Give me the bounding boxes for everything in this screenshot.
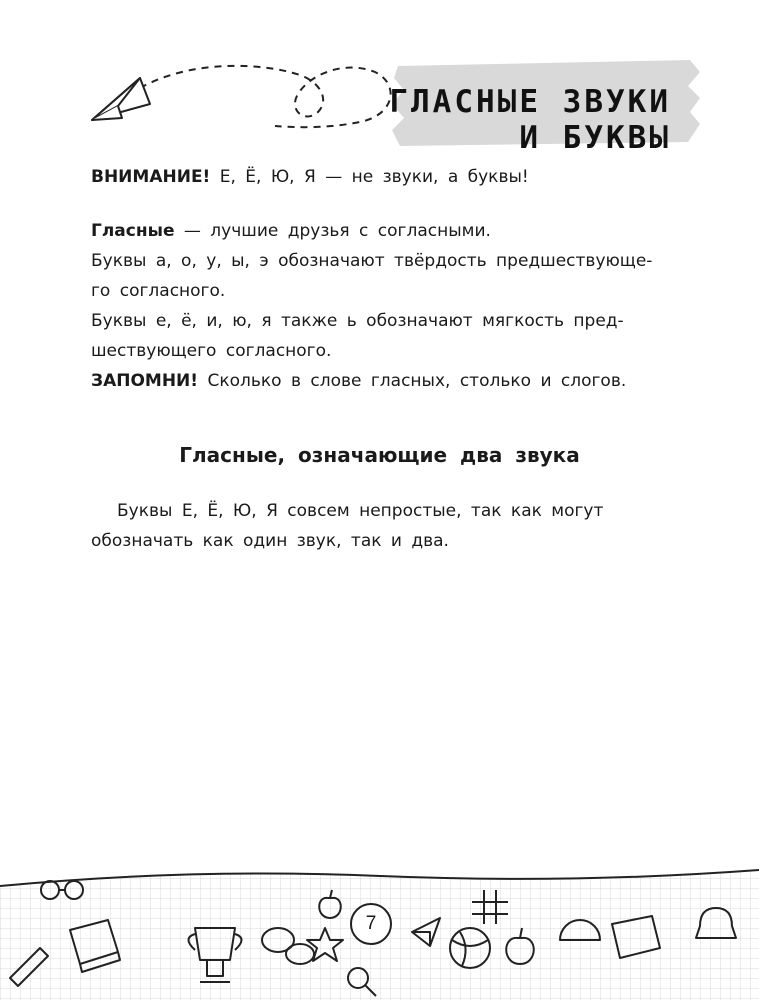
page-title-line-1: ГЛАСНЫЕ ЗВУКИ <box>389 84 671 120</box>
dashed-trail-icon <box>140 66 391 127</box>
vowels-line-5: шествующего согласного. <box>91 341 332 361</box>
vowels-line-4: Буквы е, ё, и, ю, я также ь обозначают мягкость пред- <box>91 311 624 331</box>
section-heading: Гласные, означающие два звука <box>179 443 580 467</box>
remember-text: Сколько в слове гласных, столько и слогов. <box>198 371 627 391</box>
attention-note <box>91 162 669 192</box>
section-paragraph-line-1: Буквы Е, Ё, Ю, Я совсем непростые, так как могут <box>117 501 604 521</box>
page-title <box>389 84 671 156</box>
attention-text: Е, Ё, Ю, Я — не звуки, а буквы! <box>210 167 529 187</box>
page-title-line-2: И БУКВЫ <box>519 120 671 156</box>
vowels-line-2: Буквы а, о, у, ы, э обозначают твёрдость предшествующе- <box>91 251 653 271</box>
section-paragraph <box>91 496 669 556</box>
vowels-lead-text: — лучшие друзья с согласными. <box>174 221 491 241</box>
attention-label: ВНИМАНИЕ! <box>91 167 211 187</box>
vowels-line-3: го согласного. <box>91 281 226 301</box>
paper-plane-icon <box>92 78 150 120</box>
remember-label: ЗАПОМНИ! <box>91 371 199 391</box>
vowels-rules <box>91 216 669 396</box>
vowels-lead-label: Гласные <box>91 221 175 241</box>
section-paragraph-line-2: обозначать как один звук, так и два. <box>91 531 449 551</box>
page-number: 7 <box>350 903 392 945</box>
